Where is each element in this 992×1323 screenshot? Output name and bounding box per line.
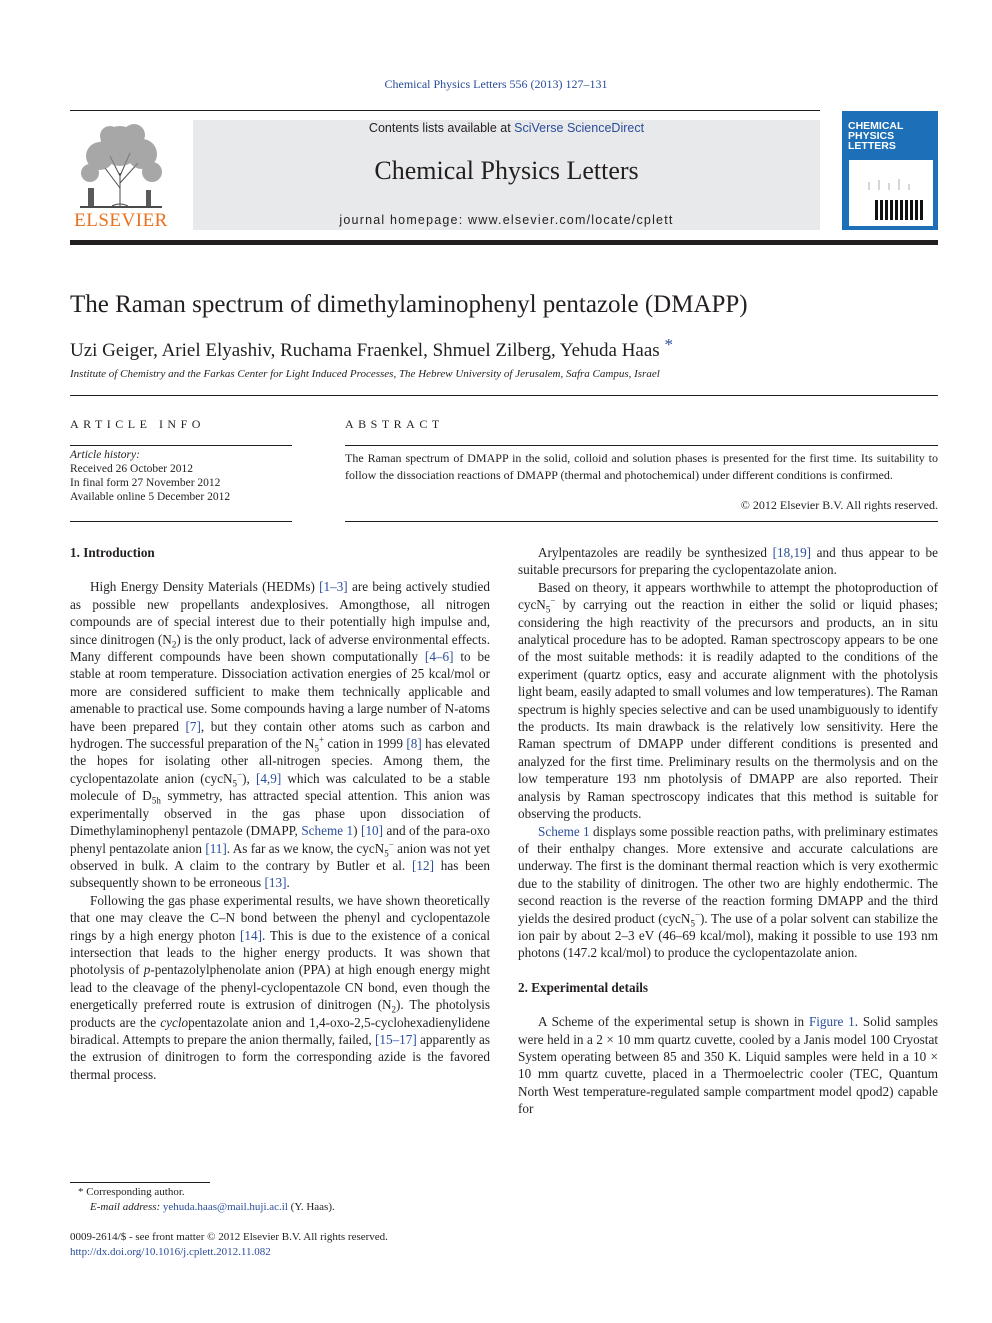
abstract-copyright: © 2012 Elsevier B.V. All rights reserved.	[740, 498, 938, 512]
cover-spectrum-graphic	[849, 160, 933, 226]
sciencedirect-link[interactable]: SciVerse ScienceDirect	[514, 121, 645, 135]
contents-line	[193, 121, 820, 135]
footnote-rule	[70, 1182, 210, 1183]
affiliation: Institute of Chemistry and the Farkas Center for Light Induced Processes, The Hebrew University of Jerusalem, Safra Campus, Israel	[70, 368, 660, 380]
body-column-left	[70, 544, 490, 1083]
cover-title-line: CHEMICAL	[848, 120, 904, 132]
citation-link[interactable]: [1–3]	[319, 579, 348, 595]
citation-link[interactable]: [10]	[361, 823, 384, 839]
citation-link[interactable]: [7]	[185, 718, 201, 734]
cover-artwork	[849, 160, 933, 226]
body-paragraph: A Scheme of the experimental setup is shown in Figure 1. Solid samples were held in a 2 × 10 mm quartz cuvette, cooled by a Janis model 100 Cryostat System operating between 85 and 350 K. Liquid samples were held in a 10 × 10 mm quartz cuvette, placed in a Thermoelectric cooler (TEC, Quantum North West temperature-regulated sample compartment model qpod2) capable for	[518, 1014, 938, 1117]
citation-link[interactable]: [18,19]	[772, 545, 812, 560]
article-history	[70, 448, 292, 504]
doi-link[interactable]: http://dx.doi.org/10.1016/j.cplett.2012.11.082	[70, 1246, 271, 1258]
final-form-date: In final form 27 November 2012	[70, 477, 221, 489]
journal-homepage[interactable]: journal homepage: www.elsevier.com/locate/cplett	[339, 213, 674, 227]
cover-title-line: LETTERS	[848, 140, 896, 152]
citation-link[interactable]: [4,9]	[255, 770, 282, 786]
elsevier-wordmark: ELSEVIER	[74, 210, 168, 231]
authors-text: Uzi Geiger, Ariel Elyashiv, Ruchama Fraenkel, Shmuel Zilberg, Yehuda Haas	[70, 340, 660, 361]
body-paragraph: Arylpentazoles are readily be synthesized [18,19] and thus appear to be suitable precursors for preparing the cyclopentazolate anion.	[518, 545, 939, 578]
journal-citation[interactable]: Chemical Physics Letters 556 (2013) 127–131	[384, 77, 608, 91]
figure-link[interactable]: Figure 1	[808, 1014, 855, 1030]
history-label: Article history:	[70, 449, 140, 461]
article-info-heading: ARTICLE INFO	[70, 417, 205, 431]
citation-link[interactable]: [11]	[205, 840, 227, 856]
email-note	[70, 1200, 490, 1215]
corresponding-author-note	[70, 1185, 490, 1200]
cover-title	[848, 121, 934, 151]
section-heading: 1. Introduction	[70, 545, 155, 560]
body-paragraph: High Energy Density Materials (HEDMs) [1–3] are being actively studied as possible new propellants andexplosives. Amongthose, all nitrogen compounds are of special interest due to their potentially high impulse and, since dinitrogen $(N_2)$ is the only product, lack of adverse environmental effects. Many different compounds have been shown computationally [4–6] to be stable at room temperature. Dissociation activation energies of 25 kcal/mol or more are considered sufficient to make them technically applicable and amenable to practical use. Some compounds having a large number of N-atoms have been prepared [7], but they contain other atoms such as carbon and hydrogen. The successful preparation of the $N_5^+$ cation in 1999 [8] has elevated the hopes for isolating other all-nitrogen species. Among them, the cyclopentazolate anion (cycN$_5$−), [4,9] which was calculated to be a stable molecule of $D_{5h}$ symmetry, has attracted special attention. This anion was experimentally observed in the gas phase upon dissociation of Dimethylaminophenyl pentazole (DMAPP, Scheme 1) [10] and of the para-oxo phenyl pentazolate anion [11]. As far as we know, the cycN$_5$− anion was not yet observed in bulk. A claim to the contrary by Butler et al. [12] has been subsequently shown to be erroneous [13].	[70, 579, 491, 891]
header-divider	[70, 110, 820, 111]
corresponding-author-text: * Corresponding author.	[78, 1186, 185, 1198]
body-paragraph: Scheme 1 displays some possible reaction paths, with preliminary estimates of their enthalpy changes. More extensive and accurate calculations are underway. The first is the dominant thermal reaction which is very exothermic due to the stability of dinitrogen. The other two are highly endothermic. The second reaction is the reverse of the reaction forming DMAPP and the third yields the desired product (cycN$_5$−). The use of a polar solvent can stabilize the ion pair by about 2–3 eV (46–69 kcal/mol), making it possible to use 193 nm photons (147.2 kcal/mol) to produce the cyclopentazolate anion.	[518, 823, 939, 961]
section-heading: 2. Experimental details	[518, 979, 649, 995]
body-paragraph: Following the gas phase experimental results, we have shown theoretically that one may cleave the C–N bond between the phenyl and cyclopentazole rings by a high energy photon [14]. This is due to the existence of a conical intersection that leads to the higher energy products. It was shown that photolysis of p-pentazolylphenolate anion (PPA) at high enough energy might lead to the cleavage of the phenyl-cyclopentazole CN bond, even though the energetically preferred route is extrusion of dinitrogen $(N_2)$. The photolysis products are the cyclopentazolate anion and 1,4-oxo-2,5-cyclohexadienylidene biradical. Attempts to prepare the anion thermally, failed, [15–17] apparently as the extrusion of dinitrogen to form the corresponding azide is the favored thermal process.	[70, 892, 491, 1082]
header-thick-rule	[70, 240, 938, 245]
citation-link[interactable]: [4–6]	[424, 649, 454, 665]
body-paragraph: Based on theory, it appears worthwhile to attempt the photoproduction of cycN$_5$− by carrying out the reaction in either the solid or liquid phases; considering the high reactivity of the precursors and products, an in situ analytical procedure has to be adopted. Raman spectroscopy appears to be one of the most suitable methods: it is readily adapted to the conditions of the experiment (quartz optics, easy and accurate alignment with the photolysis light beam, easily adapted to small volumes and low temperatures). The Raman spectrum is highly species selective and can be used unambiguously to identify the products. Its main drawback is the relatively low sensitivity. Here the Raman spectrum of DMAPP under different conditions is presented and analyzed for the first time. Preliminary results on the thermolysis and on the low temperature 193 nm photolysis of DMAPP are also reported. Their analysis by Raman spectroscopy indicates that this method is suitable for observing the products.	[518, 579, 938, 822]
citation-link[interactable]: [14]	[240, 927, 262, 943]
citation-link[interactable]: [13]	[264, 875, 287, 891]
issn-line: 0009-2614/$ - see front matter © 2012 Elsevier B.V. All rights reserved.	[70, 1231, 388, 1243]
cover-title-line: PHYSICS	[848, 130, 895, 142]
email-link[interactable]: yehuda.haas@mail.huji.ac.il	[162, 1201, 288, 1213]
email-label: E-mail address:	[90, 1201, 161, 1213]
abstract-rule	[345, 521, 938, 522]
journal-title: Chemical Physics Letters	[374, 156, 639, 185]
received-date: Received 26 October 2012	[70, 463, 193, 475]
scheme-link[interactable]: Scheme 1	[538, 823, 590, 839]
info-rule	[70, 521, 292, 522]
body-column-right	[518, 544, 938, 1118]
scheme-link[interactable]: Scheme 1	[301, 823, 354, 839]
author-list	[70, 335, 938, 362]
citation-link[interactable]: [15–17]	[374, 1031, 417, 1047]
abstract-text: The Raman spectrum of DMAPP in the solid, colloid and solution phases is presented for the first time. Its suitability to follow the dissociation reactions of DMAPP (thermal and photochemical) under different conditions is confirmed.	[345, 451, 938, 482]
online-date: Available online 5 December 2012	[70, 491, 231, 503]
corresponding-author-mark[interactable]: *	[664, 335, 673, 354]
abstract-rule	[345, 445, 938, 446]
contents-prefix: Contents lists available at	[368, 121, 515, 135]
title-divider	[70, 395, 938, 396]
info-rule	[70, 445, 292, 446]
citation-link[interactable]: [8]	[406, 736, 422, 752]
email-suffix: (Y. Haas).	[287, 1201, 335, 1213]
abstract-heading: ABSTRACT	[345, 417, 444, 431]
citation-link[interactable]: [12]	[412, 857, 434, 873]
article-title: The Raman spectrum of dimethylaminophenyl pentazole (DMAPP)	[70, 291, 748, 318]
